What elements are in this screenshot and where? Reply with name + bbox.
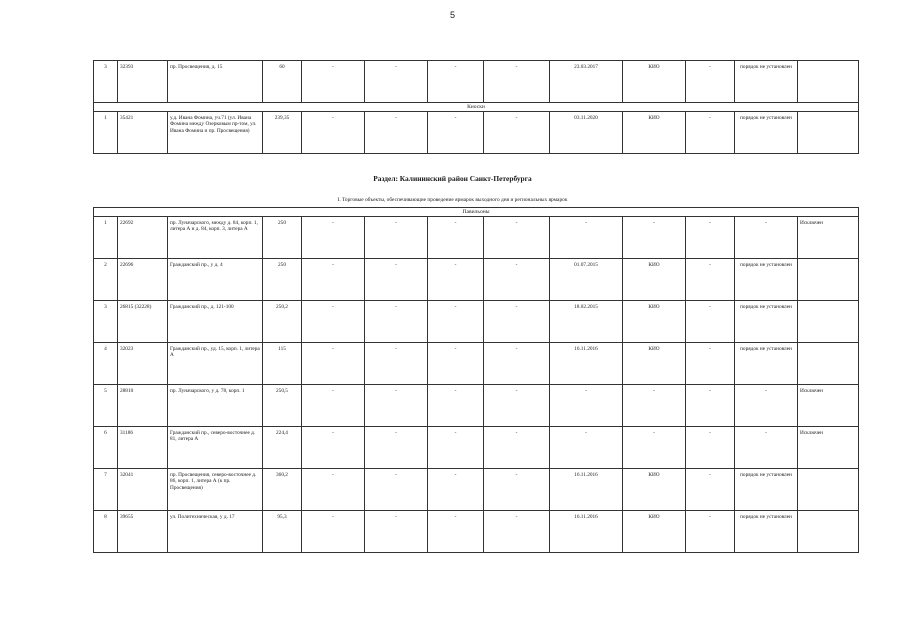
cell-order-status: порядок не установлен: [735, 511, 798, 553]
cell-order-status: -: [735, 217, 798, 259]
cell-col-5: -: [302, 511, 365, 553]
cell-note: [798, 469, 859, 511]
cell-note: Исключен: [798, 217, 859, 259]
cell-col-11: -: [686, 112, 735, 154]
cell-date: -: [550, 385, 623, 427]
cell-row-number: 7: [94, 469, 118, 511]
cell-col-7: -: [428, 511, 484, 553]
cell-date: 23.03.2017: [550, 61, 623, 103]
cell-col-6: -: [365, 469, 428, 511]
cell-col-6: -: [365, 385, 428, 427]
cell-note: [798, 259, 859, 301]
cell-row-number: 4: [94, 343, 118, 385]
cell-owner: -: [623, 385, 686, 427]
cell-date: -: [550, 217, 623, 259]
cell-col-8: -: [484, 112, 550, 154]
cell-address: пр. Просвещения, северо-восточнее д. 86, корп. 1, литера А (к пр. Просвещения): [168, 469, 263, 511]
cell-address: Гражданский пр., северо-восточнее д. 81, литера А: [168, 427, 263, 469]
cell-col-5: -: [302, 301, 365, 343]
cell-col-8: -: [484, 343, 550, 385]
group-row: [94, 103, 859, 112]
cell-order-status: -: [735, 385, 798, 427]
cell-order-status: порядок не установлен: [735, 469, 798, 511]
cell-col-5: -: [302, 112, 365, 154]
cell-col-6: -: [365, 112, 428, 154]
cell-row-number: 3: [94, 301, 118, 343]
cell-address: Гражданский пр., уд. 15, корп. 1, литера А: [168, 343, 263, 385]
cell-col-8: -: [484, 469, 550, 511]
cell-area: 115: [263, 343, 302, 385]
cell-order-status: -: [735, 427, 798, 469]
cell-date: 16.11.2016: [550, 511, 623, 553]
cell-object-id: 22696: [118, 259, 168, 301]
cell-area: 250: [263, 217, 302, 259]
cell-col-5: -: [302, 217, 365, 259]
cell-col-5: -: [302, 61, 365, 103]
table-row: [94, 259, 859, 301]
cell-col-8: -: [484, 61, 550, 103]
cell-col-11: -: [686, 61, 735, 103]
cell-owner: КИО: [623, 112, 686, 154]
cell-owner: -: [623, 217, 686, 259]
cell-col-8: -: [484, 427, 550, 469]
cell-owner: КИО: [623, 259, 686, 301]
cell-object-id: 35421: [118, 112, 168, 154]
cell-area: 239,35: [263, 112, 302, 154]
cell-owner: КИО: [623, 301, 686, 343]
cell-col-11: -: [686, 301, 735, 343]
cell-col-8: -: [484, 385, 550, 427]
cell-owner: КИО: [623, 61, 686, 103]
cell-area: 360,2: [263, 469, 302, 511]
cell-area: 250,2: [263, 301, 302, 343]
section-table: [93, 207, 859, 553]
cell-col-8: -: [484, 259, 550, 301]
cell-row-number: 6: [94, 427, 118, 469]
cell-col-11: -: [686, 259, 735, 301]
cell-col-7: -: [428, 301, 484, 343]
cell-col-11: -: [686, 427, 735, 469]
cell-object-id: 28810: [118, 385, 168, 427]
table-row: [94, 469, 859, 511]
cell-date: 16.11.2016: [550, 343, 623, 385]
cell-col-5: -: [302, 385, 365, 427]
cell-order-status: порядок не установлен: [735, 301, 798, 343]
cell-area: 60: [263, 61, 302, 103]
section-heading: Раздел: Калининский район Санкт-Петербурга: [373, 174, 532, 183]
cell-address: Гражданский пр., д. 121-100: [168, 301, 263, 343]
cell-row-number: 3: [94, 61, 118, 103]
cell-area: 95,3: [263, 511, 302, 553]
cell-col-5: -: [302, 427, 365, 469]
cell-col-6: -: [365, 427, 428, 469]
cell-object-id: 32023: [118, 343, 168, 385]
cell-owner: КИО: [623, 511, 686, 553]
cell-address: пр. Просвещения, д. 15: [168, 61, 263, 103]
cell-note: [798, 301, 859, 343]
cell-col-8: -: [484, 301, 550, 343]
cell-object-id: 32041: [118, 469, 168, 511]
cell-col-6: -: [365, 217, 428, 259]
cell-col-5: -: [302, 469, 365, 511]
cell-owner: КИО: [623, 469, 686, 511]
cell-col-7: -: [428, 469, 484, 511]
cell-object-id: 39655: [118, 511, 168, 553]
page-number: 5: [449, 10, 455, 20]
cell-note: Исключен: [798, 427, 859, 469]
cell-col-7: -: [428, 385, 484, 427]
cell-col-8: -: [484, 217, 550, 259]
cell-col-11: -: [686, 469, 735, 511]
cell-col-11: -: [686, 511, 735, 553]
cell-col-11: -: [686, 385, 735, 427]
cell-object-id: 31186: [118, 427, 168, 469]
cell-address: у.д. Ивана Фомина, уч.71 (ул. Ивана Фомина между Озерковым пр-том, ул. Ивана Фомина и пр. Просвещения): [168, 112, 263, 154]
cell-date: 16.11.2016: [550, 469, 623, 511]
cell-col-5: -: [302, 259, 365, 301]
cell-address: Гражданский пр., у д. 4: [168, 259, 263, 301]
cell-col-7: -: [428, 343, 484, 385]
cell-date: 01.07.2015: [550, 259, 623, 301]
cell-col-6: -: [365, 259, 428, 301]
cell-note: [798, 343, 859, 385]
cell-area: 250,5: [263, 385, 302, 427]
table-row: [94, 511, 859, 553]
cell-note: [798, 511, 859, 553]
cell-address: ул. Политехническая, у д. 17: [168, 511, 263, 553]
cell-col-6: -: [365, 343, 428, 385]
cell-date: 18.02.2015: [550, 301, 623, 343]
cell-object-id: 26815 (32228): [118, 301, 168, 343]
cell-col-7: -: [428, 217, 484, 259]
cell-owner: -: [623, 427, 686, 469]
cell-address: пр. Луначарского, у д. 78, корп. 1: [168, 385, 263, 427]
cell-col-7: -: [428, 259, 484, 301]
section-subheading: I. Торговые объекты, обеспечивающие проведение ярмарок выходного дня и региональных ярмарок: [337, 197, 568, 203]
table-row: [94, 217, 859, 259]
cell-col-11: -: [686, 217, 735, 259]
cell-col-7: -: [428, 61, 484, 103]
cell-area: 250: [263, 259, 302, 301]
cell-col-8: -: [484, 511, 550, 553]
cell-row-number: 5: [94, 385, 118, 427]
cell-row-number: 2: [94, 259, 118, 301]
cell-row-number: 8: [94, 511, 118, 553]
cell-col-7: -: [428, 427, 484, 469]
cell-object-id: 32393: [118, 61, 168, 103]
cell-note: Исключен: [798, 385, 859, 427]
cell-order-status: порядок не установлен: [735, 343, 798, 385]
cell-col-6: -: [365, 511, 428, 553]
cell-col-11: -: [686, 343, 735, 385]
cell-order-status: порядок не установлен: [735, 259, 798, 301]
table-row: [94, 61, 859, 103]
cell-row-number: 1: [94, 217, 118, 259]
cell-row-number: 1: [94, 112, 118, 154]
cell-address: пр. Луначарского, между д. 84, корп. 1, литера А и д. 84, корп. 3, литера А: [168, 217, 263, 259]
cell-date: 03.11.2020: [550, 112, 623, 154]
table-row: [94, 343, 859, 385]
group-row: [94, 208, 859, 217]
cell-area: 224,4: [263, 427, 302, 469]
group-label: Павильоны: [94, 208, 859, 217]
group-label: Киоски: [94, 103, 859, 112]
table-row: [94, 385, 859, 427]
cell-col-7: -: [428, 112, 484, 154]
cell-note: [798, 61, 859, 103]
cell-col-6: -: [365, 301, 428, 343]
table-row: [94, 427, 859, 469]
cell-col-5: -: [302, 343, 365, 385]
cell-owner: КИО: [623, 343, 686, 385]
top-table: [93, 60, 859, 154]
table-row: [94, 301, 859, 343]
cell-note: [798, 112, 859, 154]
cell-date: -: [550, 427, 623, 469]
cell-object-id: 22692: [118, 217, 168, 259]
cell-order-status: порядок не установлен: [735, 61, 798, 103]
cell-order-status: порядок не установлен: [735, 112, 798, 154]
table-row: [94, 112, 859, 154]
cell-col-6: -: [365, 61, 428, 103]
